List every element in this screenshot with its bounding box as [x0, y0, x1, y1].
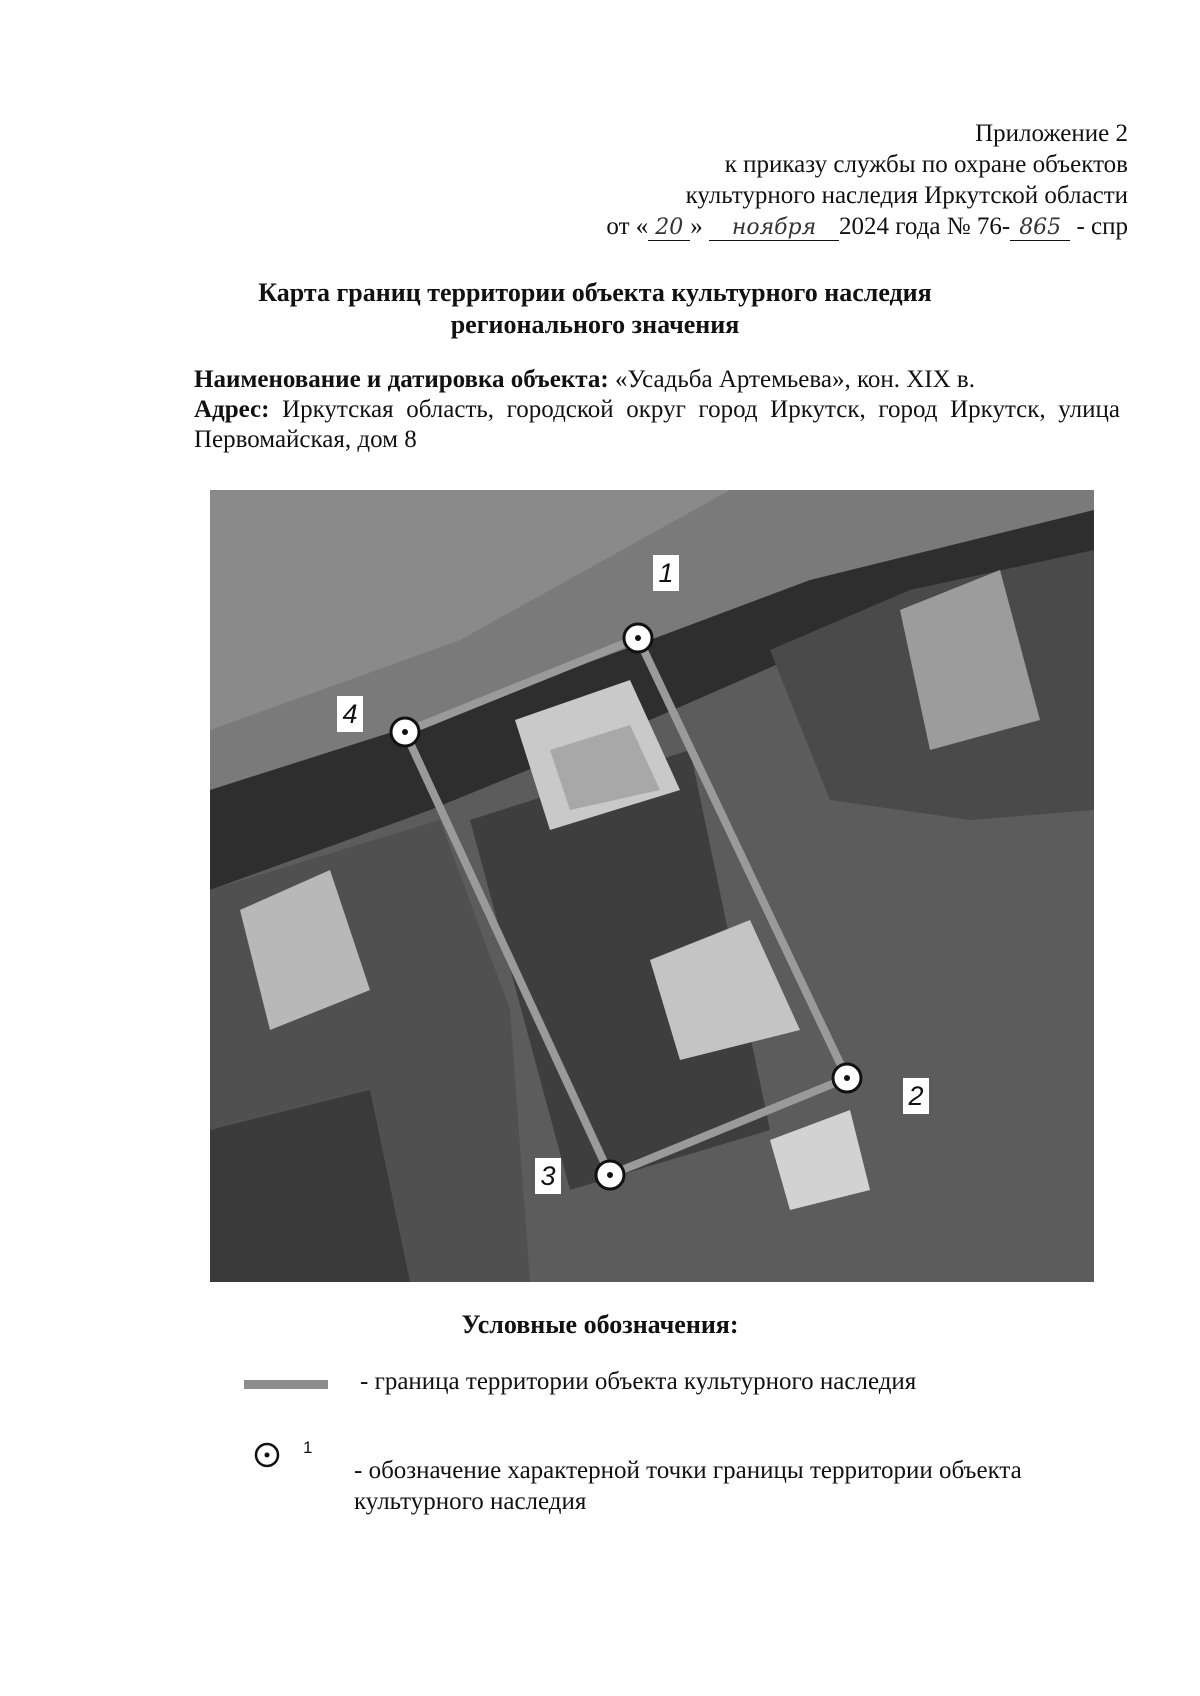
date-mid: » [690, 213, 703, 240]
object-name-row [194, 365, 1120, 395]
map-canvas [210, 490, 1094, 1282]
boundary-line-sample [244, 1380, 328, 1389]
order-date-line [606, 211, 1128, 242]
point-label-2: 2 [908, 1081, 924, 1111]
handwritten-order-number: 865 [1010, 216, 1070, 241]
order-reference-line: к приказу службы по охране объектов [724, 151, 1128, 178]
date-year: 2024 года № 76- [839, 213, 1011, 240]
handwritten-month: ноября [709, 216, 839, 241]
point-label-1: 1 [658, 558, 674, 588]
title-line-1: Карта границ территории объекта культурного наследия [258, 278, 932, 307]
legend-point-sample-label: 1 [303, 1438, 313, 1457]
point-label-3: 3 [540, 1161, 556, 1191]
point-label-4: 4 [342, 699, 358, 729]
document-header [606, 118, 1128, 242]
object-name-value: «Усадьба Артемьева», кон. XIX в. [614, 366, 975, 393]
legend-point-text: - обозначение характерной точки границы территории объекта культурного наследия [354, 1457, 1022, 1515]
object-address-label: Адрес: [194, 396, 270, 423]
title-line-2: регионального значения [450, 310, 740, 339]
point-marker-sample-icon [254, 1442, 280, 1468]
order-authority-line: культурного наследия Иркутской области [685, 182, 1128, 209]
object-address-row [194, 395, 1120, 455]
legend-title: Условные обозначения: [461, 1310, 739, 1339]
page-title [200, 277, 990, 341]
legend-boundary-text: - граница территории объекта культурного наследия [360, 1368, 917, 1395]
date-prefix: от « [606, 213, 649, 240]
point-center-2 [844, 1075, 850, 1081]
satellite-map [210, 490, 1094, 1282]
point-center-4 [402, 729, 408, 735]
object-address-value: Иркутская область, городской округ город Иркутск, город Иркутск, улица Первомайская, дом 8 [194, 396, 1121, 453]
appendix-label: Приложение 2 [975, 120, 1128, 147]
point-center-3 [607, 1172, 613, 1178]
object-name-label: Наименование и датировка объекта: [194, 366, 609, 393]
point-center-1 [635, 635, 641, 641]
object-info [194, 365, 1120, 455]
order-suffix: - спр [1076, 213, 1128, 240]
handwritten-day: 20 [648, 216, 690, 241]
